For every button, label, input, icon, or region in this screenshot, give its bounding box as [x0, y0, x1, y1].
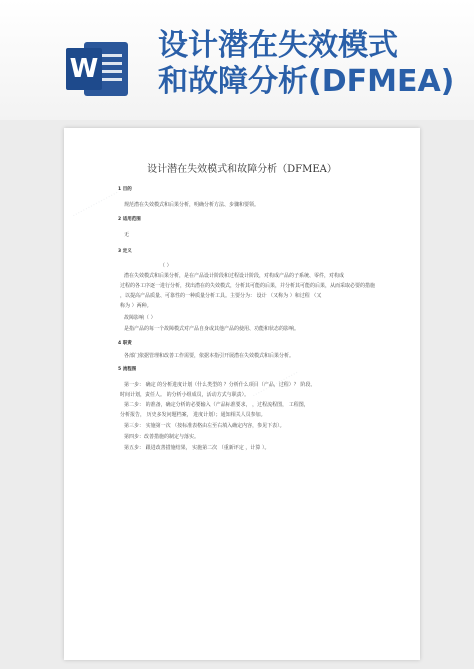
watermark: ··················: [70, 188, 121, 222]
section-heading: 1 目的: [118, 187, 132, 192]
section-heading: 3 定义: [118, 249, 132, 254]
section-text: 第二步： 的准备，确定分析的必要输入（产品标准要求， ，过程流程图， 工程图，: [124, 402, 309, 408]
section-text: 故障影响（ ）: [124, 315, 156, 321]
section-text: 分析报告， 历史多发问题档案， 进度计划）；通知相关人员参加。: [120, 412, 266, 418]
logo-line: [100, 70, 122, 73]
section-text: 潜在失效模式和后果分析，是在产品设计阶段和过程设计阶段，对构成产品的子系统、零件，对构成: [124, 273, 345, 279]
section-heading: 5 流程图: [118, 367, 137, 372]
section-text: 第五步： 跟进改善措施结果， 实施第二次 （重新评定 ，计算 ）。: [124, 445, 270, 451]
section-text: 无: [124, 232, 130, 238]
word-document-icon: [66, 38, 128, 100]
logo-line: [100, 54, 122, 57]
section-text: ，以提高产品质量、可靠性的一种质量分析工具。主要分为： 设计 （又称为 ）和过程 （又: [120, 293, 322, 299]
section-text: 第四步：改善措施的制定与落实。: [124, 434, 200, 440]
banner-title-line1: 设计潜在失效模式: [158, 28, 398, 63]
section-text: 称为 ）两种。: [120, 303, 152, 309]
section-text: 过程的各工序逐一进行分析，找出潜在的失效模式，分析其可能的后果，并分析其可能的后果，从而采取必要的措施: [120, 283, 376, 289]
section-text: 各部门依据管理和改善工作需要，依据本指引开展潜在失效模式和后果分析。: [124, 353, 295, 359]
document-title: 设计潜在失效模式和故障分析（DFMEA）: [147, 164, 337, 175]
logo-line: [100, 78, 122, 81]
section-heading: 2 适用范围: [118, 217, 141, 222]
banner-title-line2: 和故障分析(DFMEA): [158, 64, 455, 99]
banner: [0, 0, 474, 120]
logo-letter: W: [66, 48, 102, 90]
banner-title: [158, 28, 468, 100]
section-text: 是指产品的每一个故障模式对产品自身或其他产品的使用、功能和状态的影响。: [124, 326, 300, 332]
section-text: （ ）: [160, 263, 172, 269]
logo-line: [100, 62, 122, 65]
section-text: 时间计划，责任人。 的分析小组成员，活动方式与职责）。: [120, 392, 250, 398]
section-text: 第一步： 确定 的分析进度计划（什么类型的 ？分析什么项目（产品，过程）？ 阶段、: [124, 382, 316, 388]
watermark: ··················: [250, 368, 301, 402]
section-text: 规范潜在失效模式和后果分析，明确分析方法、步骤和要领。: [124, 202, 260, 208]
section-text: 第三步： 实施第一次 （按标准表格由左至右填入确定内容，参见下表）。: [124, 423, 285, 429]
section-heading: 4 职责: [118, 341, 132, 346]
